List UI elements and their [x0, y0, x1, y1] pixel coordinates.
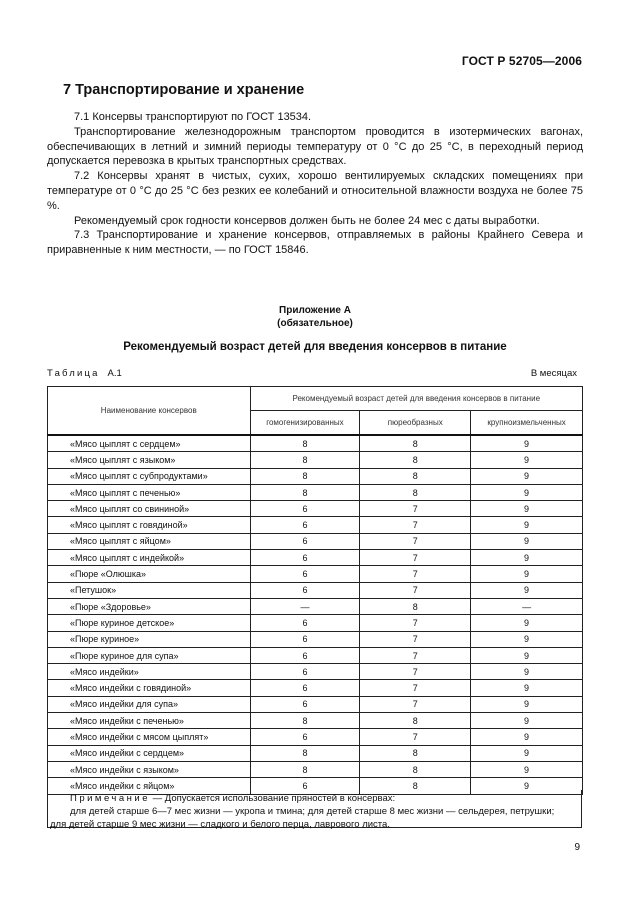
paragraph: 7.3 Транспортирование и хранение консервов, отправляемых в районы Крайнего Севера и приравненные к ним местности, — по ГОСТ 15846.: [47, 229, 583, 257]
product-name: «Петушок»: [48, 582, 251, 598]
product-name: «Мясо цыплят с языком»: [48, 452, 251, 468]
table-caption: [47, 368, 122, 379]
table-row: [48, 631, 583, 647]
age-coarse: 9: [471, 729, 583, 745]
appendix-title: Рекомендуемый возраст детей для введения консервов в питание: [123, 341, 507, 353]
age-coarse: 9: [471, 745, 583, 761]
age-puree: 7: [360, 664, 471, 680]
note-line-3: для детей старше 9 мес жизни — сладкого и белого перца, лаврового листа.: [50, 819, 390, 830]
table-row: [48, 745, 583, 761]
age-puree: 8: [360, 761, 471, 777]
product-name: «Мясо индейки с сердцем»: [48, 745, 251, 761]
paragraph: Рекомендуемый срок годности консервов должен быть не более 24 мес с даты выработки.: [74, 214, 540, 227]
table-caption-word: Таблица: [47, 368, 100, 379]
age-coarse: 9: [471, 647, 583, 663]
age-puree: 8: [360, 745, 471, 761]
age-puree: 7: [360, 566, 471, 582]
product-name: «Мясо индейки»: [48, 664, 251, 680]
age-puree: 8: [360, 598, 471, 614]
age-puree: 7: [360, 680, 471, 696]
age-coarse: 9: [471, 566, 583, 582]
appendix-status: (обязательное): [277, 318, 353, 329]
paragraph: 7.1 Консервы транспортируют по ГОСТ 13534.: [74, 111, 312, 123]
table-row: [48, 517, 583, 533]
paragraph: Транспортирование железнодорожным транспортом проводится в изотермических вагонах, обеспечивающих в летний и зимний периоды температуру от 0 °С до 25 °С, в переходный период допускается перевозка в крытых транспортных средствах.: [47, 125, 583, 168]
note-line-1: — Допускается использование пряностей в консервах:: [150, 793, 396, 804]
column-group-header: Рекомендуемый возраст детей для введения консервов в питание: [250, 387, 582, 411]
age-homogenized: 6: [250, 582, 360, 598]
section-title: 7 Транспортирование и хранение: [63, 82, 305, 98]
table-row: [48, 647, 583, 663]
age-puree: 8: [360, 468, 471, 484]
table-row: [48, 729, 583, 745]
age-puree: 8: [360, 778, 471, 794]
age-coarse: 9: [471, 696, 583, 712]
table-row: [48, 664, 583, 680]
column-header-coarse: крупноизмельченных: [471, 411, 583, 436]
product-name: «Мясо индейки с мясом цыплят»: [48, 729, 251, 745]
table-row: [48, 761, 583, 777]
age-coarse: 9: [471, 778, 583, 794]
product-name: «Пюре «Здоровье»: [48, 598, 251, 614]
age-coarse: 9: [471, 435, 583, 452]
age-puree: 7: [360, 696, 471, 712]
age-table: [47, 386, 583, 795]
column-header-puree: пюреобразных: [360, 411, 471, 436]
table-row: [48, 550, 583, 566]
product-name: «Мясо индейки с печенью»: [48, 713, 251, 729]
age-homogenized: 6: [250, 566, 360, 582]
age-homogenized: 8: [250, 761, 360, 777]
product-name: «Мясо цыплят с печенью»: [48, 484, 251, 500]
product-name: «Мясо цыплят со свининой»: [48, 501, 251, 517]
note-label: Примечание: [70, 793, 150, 804]
table-row: [48, 696, 583, 712]
age-homogenized: 6: [250, 517, 360, 533]
product-name: «Пюре куриное для супа»: [48, 647, 251, 663]
age-puree: 7: [360, 517, 471, 533]
age-homogenized: 8: [250, 745, 360, 761]
age-homogenized: —: [250, 598, 360, 614]
age-homogenized: 6: [250, 647, 360, 663]
age-coarse: 9: [471, 615, 583, 631]
product-name: «Мясо цыплят с говядиной»: [48, 517, 251, 533]
document-code: ГОСТ Р 52705—2006: [461, 54, 582, 68]
age-homogenized: 6: [250, 501, 360, 517]
age-coarse: 9: [471, 468, 583, 484]
age-puree: 8: [360, 484, 471, 500]
age-coarse: 9: [471, 713, 583, 729]
table-row: [48, 598, 583, 614]
product-name: «Мясо цыплят с субпродуктами»: [48, 468, 251, 484]
table-row: [48, 501, 583, 517]
age-homogenized: 8: [250, 468, 360, 484]
table-row: [48, 713, 583, 729]
product-name: «Мясо индейки с языком»: [48, 761, 251, 777]
age-homogenized: 6: [250, 729, 360, 745]
age-puree: 7: [360, 631, 471, 647]
table-units: В месяцах: [530, 368, 577, 379]
table-caption-number: А.1: [107, 368, 122, 379]
table-row: [48, 615, 583, 631]
column-header-name: Наименование консервов: [48, 387, 251, 436]
product-name: «Мясо цыплят с яйцом»: [48, 533, 251, 549]
age-homogenized: 6: [250, 680, 360, 696]
age-coarse: 9: [471, 582, 583, 598]
age-puree: 7: [360, 615, 471, 631]
age-homogenized: 8: [250, 435, 360, 452]
age-homogenized: 8: [250, 484, 360, 500]
age-coarse: 9: [471, 452, 583, 468]
paragraph: 7.2 Консервы хранят в чистых, сухих, хорошо вентилируемых складских помещениях при температуре от 0 °С до 25 °С без резких ее колебаний и относительной влажности воздуха не более 75 %.: [47, 170, 583, 212]
age-coarse: 9: [471, 680, 583, 696]
table-row: [48, 582, 583, 598]
age-puree: 7: [360, 501, 471, 517]
age-homogenized: 6: [250, 533, 360, 549]
age-coarse: 9: [471, 664, 583, 680]
age-coarse: 9: [471, 631, 583, 647]
age-coarse: 9: [471, 761, 583, 777]
table-row: [48, 533, 583, 549]
product-name: «Пюре куриное детское»: [48, 615, 251, 631]
age-puree: 8: [360, 713, 471, 729]
age-puree: 7: [360, 729, 471, 745]
age-puree: 7: [360, 647, 471, 663]
age-puree: 8: [360, 435, 471, 452]
section-body: [47, 110, 583, 258]
age-homogenized: 6: [250, 696, 360, 712]
age-puree: 7: [360, 582, 471, 598]
age-homogenized: 6: [250, 615, 360, 631]
table-row: [48, 468, 583, 484]
age-coarse: 9: [471, 550, 583, 566]
product-name: «Мясо цыплят с сердцем»: [48, 435, 251, 452]
column-header-homogenized: гомогенизированных: [250, 411, 360, 436]
age-homogenized: 6: [250, 778, 360, 794]
age-coarse: 9: [471, 501, 583, 517]
product-name: «Мясо индейки с яйцом»: [48, 778, 251, 794]
age-homogenized: 6: [250, 550, 360, 566]
product-name: «Пюре «Олюшка»: [48, 566, 251, 582]
age-coarse: 9: [471, 484, 583, 500]
product-name: «Мясо индейки для супа»: [48, 696, 251, 712]
table-row: [48, 435, 583, 452]
age-homogenized: 6: [250, 664, 360, 680]
table-row: [48, 452, 583, 468]
product-name: «Мясо индейки с говядиной»: [48, 680, 251, 696]
note-line-2: для детей старше 6—7 мес жизни — укропа и тмина; для детей старше 8 мес жизни — сельдерея, петрушки;: [70, 806, 555, 817]
table-row: [48, 484, 583, 500]
age-coarse: 9: [471, 533, 583, 549]
appendix-label: Приложение А: [279, 305, 351, 316]
table-note: [47, 790, 582, 828]
age-homogenized: 6: [250, 631, 360, 647]
age-coarse: 9: [471, 517, 583, 533]
age-homogenized: 8: [250, 452, 360, 468]
age-coarse: —: [471, 598, 583, 614]
age-puree: 8: [360, 452, 471, 468]
age-puree: 7: [360, 550, 471, 566]
age-homogenized: 8: [250, 713, 360, 729]
page-number: 9: [574, 842, 580, 853]
table-row: [48, 566, 583, 582]
age-puree: 7: [360, 533, 471, 549]
product-name: «Мясо цыплят с индейкой»: [48, 550, 251, 566]
table-row: [48, 680, 583, 696]
product-name: «Пюре куриное»: [48, 631, 251, 647]
